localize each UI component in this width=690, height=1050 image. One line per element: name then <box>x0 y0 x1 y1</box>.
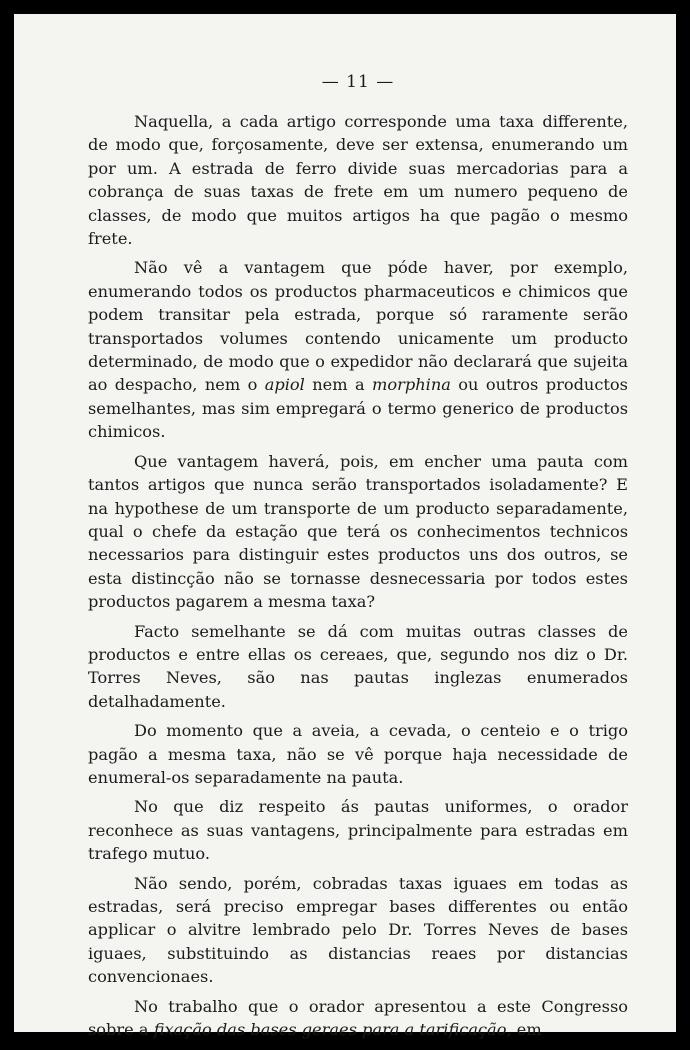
body-text <box>88 110 628 1041</box>
italic-term-morphina: morphina <box>372 375 451 395</box>
paragraph-8: No trabalho que o orador apresentou a este Congresso sobre a fixação das bases geraes para a tarificação, em <box>88 996 628 1040</box>
page-number: — 11 — <box>321 72 395 92</box>
paragraph-3: Que vantagem haverá, pois, em encher uma pauta com tantos artigos que nunca serão transportados isoladamente? E na hypothese de um transporte de um producto separadamente, qual o chefe da estação que terá os conhecimentos technicos necessarios para distinguir estes productos uns dos outros, se esta distincção não se tornasse desnecessaria por todos estes productos pagarem a mesma taxa? <box>88 451 628 612</box>
paragraph-4: Facto semelhante se dá com muitas outras classes de productos e entre ellas os cereaes, que, segundo nos diz o Dr. Torres Neves, são nas pautas inglezas enumerados detalhadamente. <box>88 621 628 711</box>
italic-term-apiol: apiol <box>264 375 305 395</box>
paragraph-1: Naquella, a cada artigo corresponde uma taxa differente, de modo que, forçosamente, deve ser extensa, enumerando um por um. A estrada de ferro divide suas mercadorias para a cobrança de suas taxas de frete em um numero pequeno de classes, de modo que muitos artigos ha que pagão o mesmo frete. <box>88 112 628 249</box>
paragraph-6: No que diz respeito ás pautas uniformes, o orador reconhece as suas vantagens, principalmente para estradas em trafego mutuo. <box>88 797 628 864</box>
document-page <box>14 14 676 1040</box>
paragraph-2: Não vê a vantagem que póde haver, por exemplo, enumerando todos os productos pharmaceuticos e chimicos que podem transitar pela estrada, porque só raramente serão transportados volumes contendo unicamente um producto determinado, de modo que o expedidor não declarará que sujeita ao despacho, nem o apiol nem a morphina ou outros productos semelhantes, mas sim empregará o termo generico de productos chimicos. <box>88 258 628 442</box>
paragraph-7: Não sendo, porém, cobradas taxas iguaes em todas as estradas, será preciso empregar bases differentes ou então applicar o alvitre lembrado pelo Dr. Torres Neves de bases iguaes, substituindo as distancias reaes por distancias convencionaes. <box>88 873 628 987</box>
italic-title-fixacao: fixação das bases geraes para a tarificação <box>153 1020 507 1040</box>
paragraph-5: Do momento que a aveia, a cevada, o centeio e o trigo pagão a mesma taxa, não se vê porque haja necessidade de enumeral-os separadamente na pauta. <box>88 721 628 787</box>
